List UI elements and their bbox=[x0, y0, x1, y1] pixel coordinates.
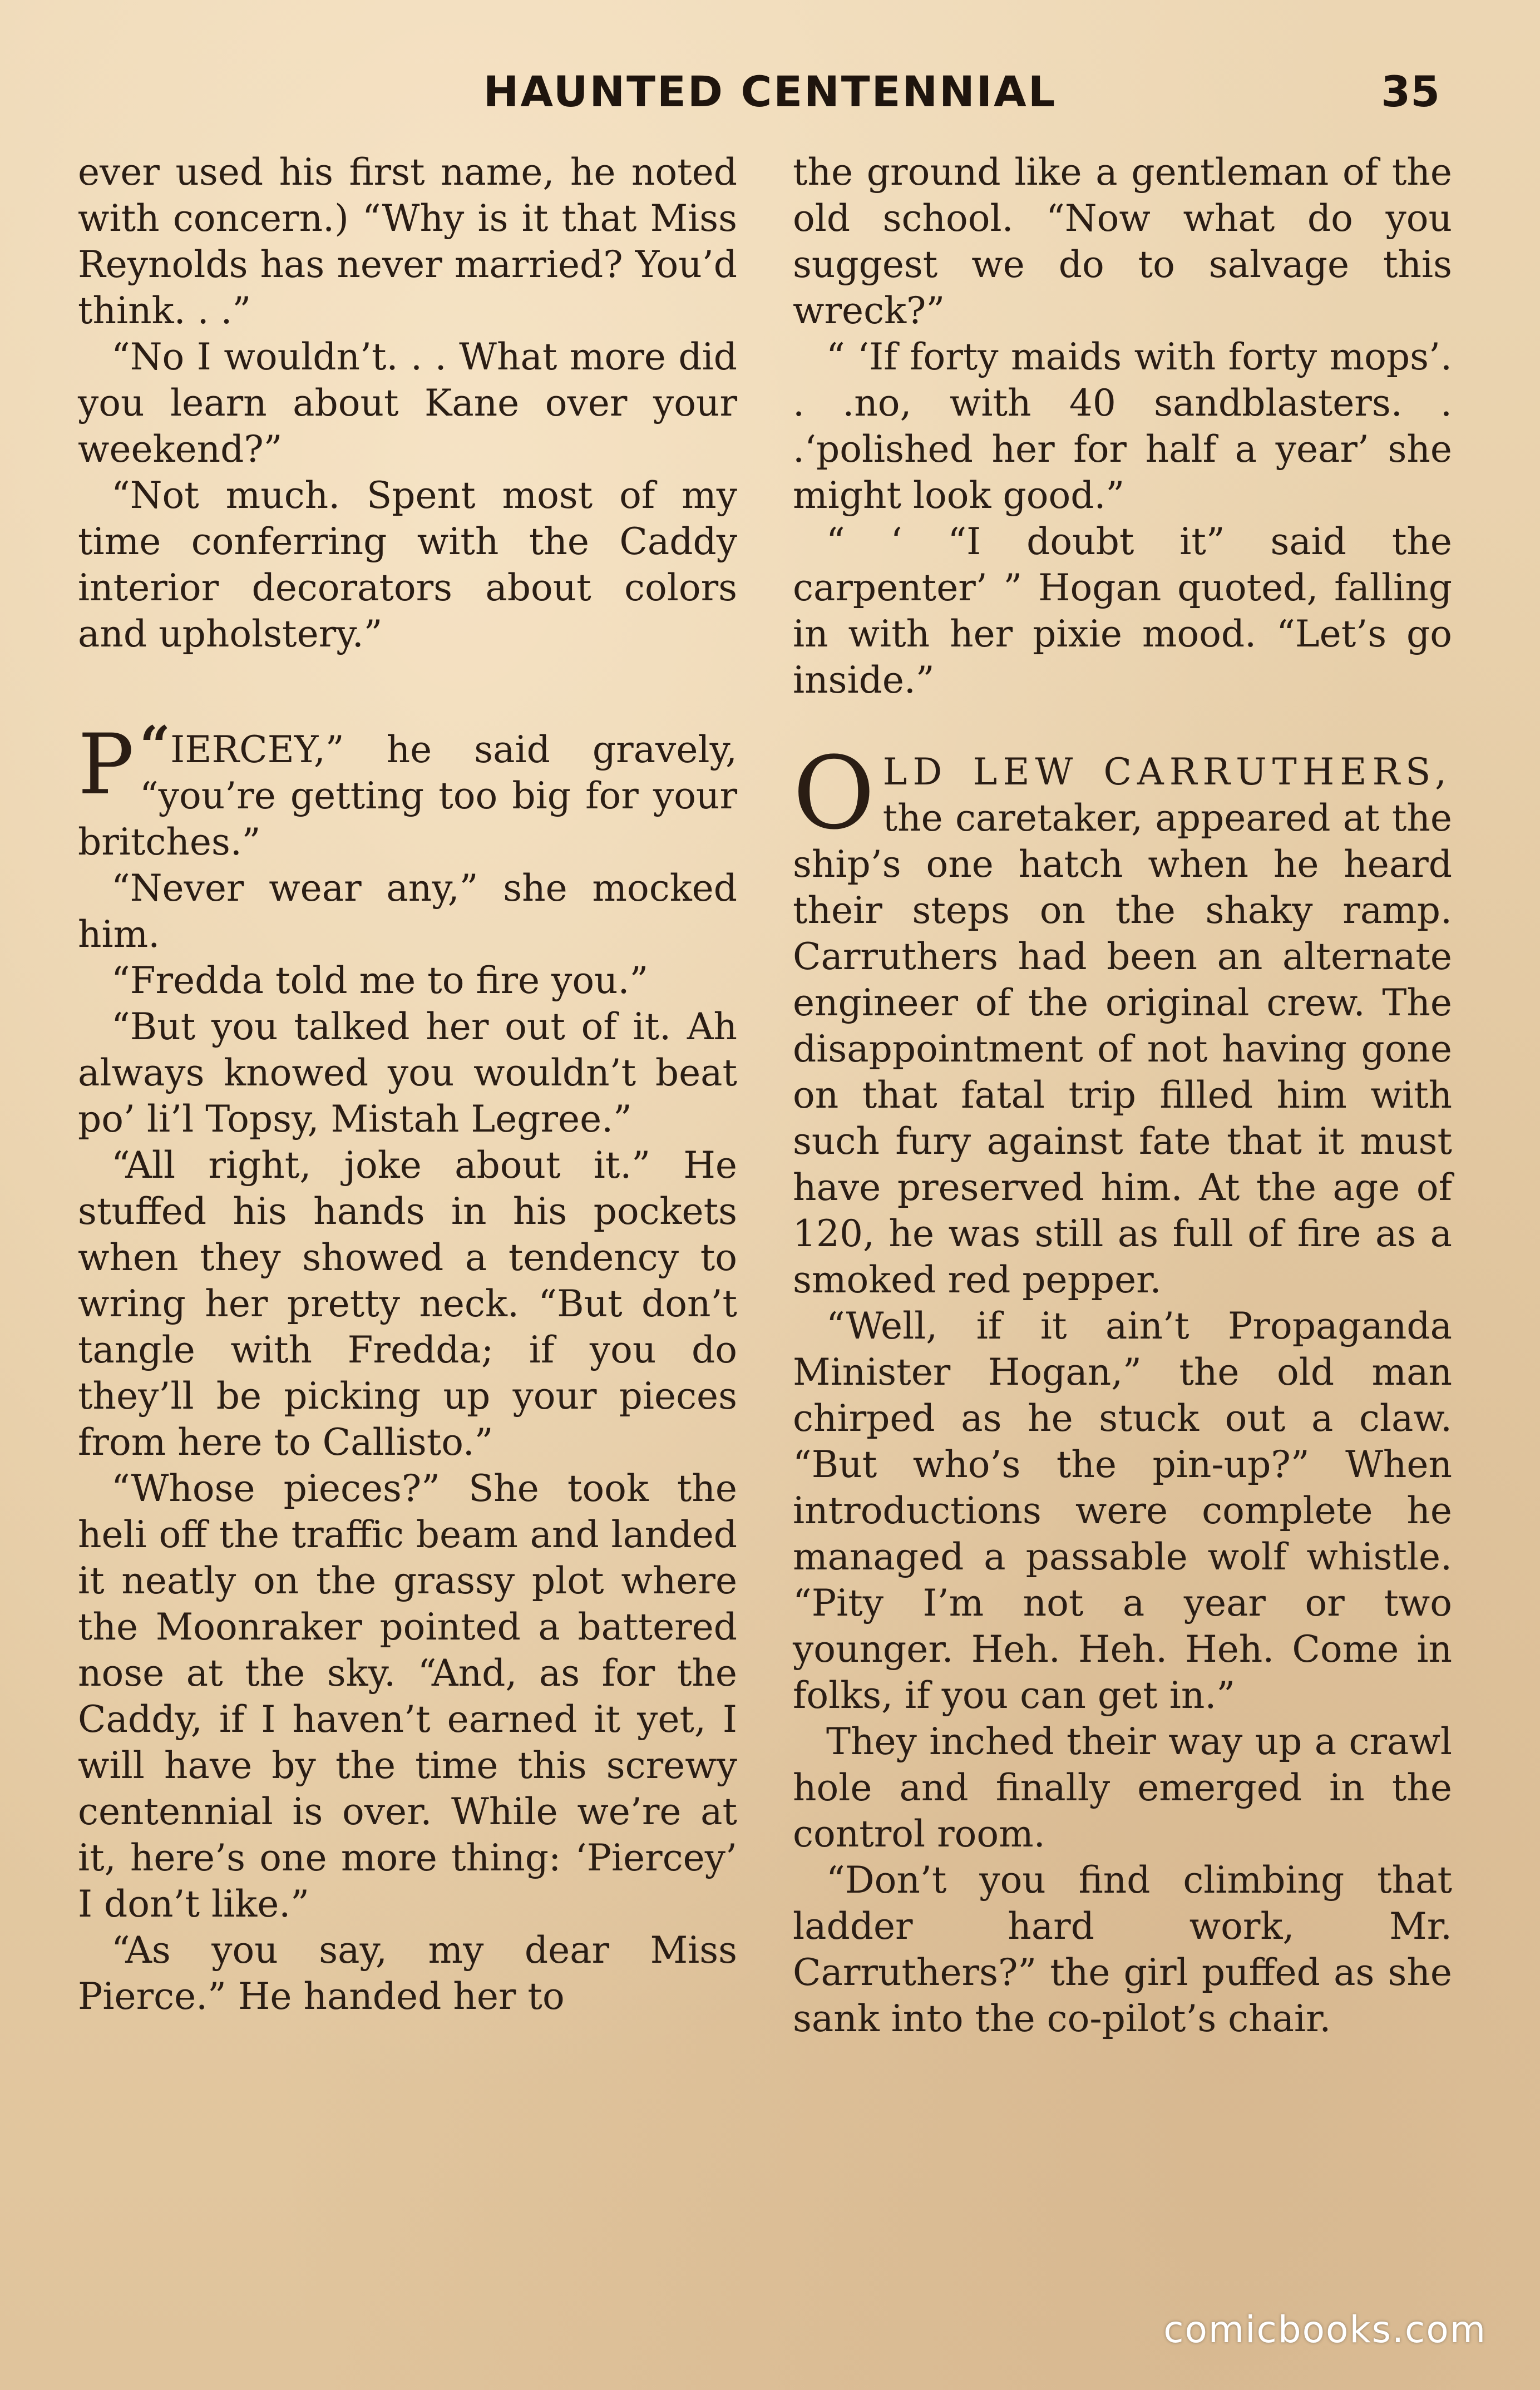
paragraph: “ ‘ “I doubt it” said the carpenter’ ” Hogan quoted, falling in with her pixie mood. “Let’s go inside.” bbox=[793, 520, 1452, 702]
paragraph: ever used his first name, he noted with concern.) “Why is it that Miss Reynolds has never married? You’d think. . .” bbox=[78, 151, 737, 332]
paragraph: “No I wouldn’t. . . What more did you learn about Kane over your weekend?” bbox=[78, 335, 737, 471]
paragraph: “Not much. Spent most of my time conferring with the Caddy interior decorators about colors and upholstery.” bbox=[78, 474, 737, 655]
paragraph: “As you say, my dear Miss Pierce.” He handed her to bbox=[78, 1929, 737, 2018]
paragraph: “Don’t you find climbing that ladder hard work, Mr. Carruthers?” the girl puffed as she sank into the co-pilot’s chair. bbox=[793, 1859, 1452, 2040]
opening-quote-mark: “ bbox=[139, 714, 171, 777]
left-column bbox=[78, 149, 737, 2019]
paragraph: “Never wear any,” she mocked him. bbox=[78, 867, 737, 956]
paragraph: the ground like a gentleman of the old school. “Now what do you suggest we do to salvage this wreck?” bbox=[793, 151, 1452, 332]
paragraph: “Well, if it ain’t Propaganda Minister Hogan,” the old man chirped as he stuck out a claw. “But who’s the pin-up?” When introductions were complete he managed a passable wolf whistle. “Pity I’m not a year or two younger. Heh. Heh. Heh. Come in folks, if you can get in.” bbox=[793, 1305, 1452, 1717]
page-number: 35 bbox=[1381, 67, 1440, 116]
drop-cap: P bbox=[78, 717, 134, 813]
right-column bbox=[793, 149, 1452, 2042]
section-opening-paragraph bbox=[78, 714, 737, 865]
lead-in-text: LD LEW CARRUTHERS, bbox=[882, 750, 1452, 793]
paragraph: They inched their way up a crawl hole and finally emerged in the control room. bbox=[793, 1720, 1452, 1855]
paragraph: “Whose pieces?” She took the heli off the traffic beam and landed it neatly on the grassy plot where the Moonraker pointed a battered nose at the sky. “And, as for the Caddy, if I haven’t earned it yet, I will have by the time this screwy centennial is over. While we’re at it, here’s one more thing: ‘Piercey’ I don’t like.” bbox=[78, 1467, 737, 1925]
running-title: HAUNTED CENTENNIAL bbox=[483, 67, 1057, 116]
section-opening-paragraph bbox=[793, 735, 1452, 1303]
paragraph-text: the caretaker, appeared at the ship’s one hatch when he heard their steps on the shaky ramp. Carruthers had been an alternate engineer of the original crew. The disappointment of not having gone on that fatal trip filled him with such fury against fate that it must have preserved him. At the age of 120, he was still as full of fire as a smoked red pepper. bbox=[793, 797, 1452, 1301]
paragraph: “All right, joke about it.” He stuffed his hands in his pockets when they showed a tendency to wring her pretty neck. “But don’t tangle with Fredda; if you do they’ll be picking up your pieces from here to Callisto.” bbox=[78, 1144, 737, 1464]
paragraph: “ ‘If forty maids with forty mops’. . .no, with 40 sandblasters. . .‘polished her for half a year’ she might look good.” bbox=[793, 335, 1452, 517]
lead-in-text: IERCEY, bbox=[170, 728, 325, 771]
drop-cap: O bbox=[793, 735, 875, 852]
watermark: comicbooks.com bbox=[1163, 2308, 1487, 2351]
paragraph: “But you talked her out of it. Ah always knowed you wouldn’t beat po’ li’l Topsy, Mistah Legree.” bbox=[78, 1005, 737, 1140]
page-header bbox=[78, 67, 1462, 128]
paragraph: “Fredda told me to fire you.” bbox=[111, 959, 649, 1002]
paragraph-text: ” he said gravely, “you’re getting too big for your britches.” bbox=[78, 728, 737, 863]
